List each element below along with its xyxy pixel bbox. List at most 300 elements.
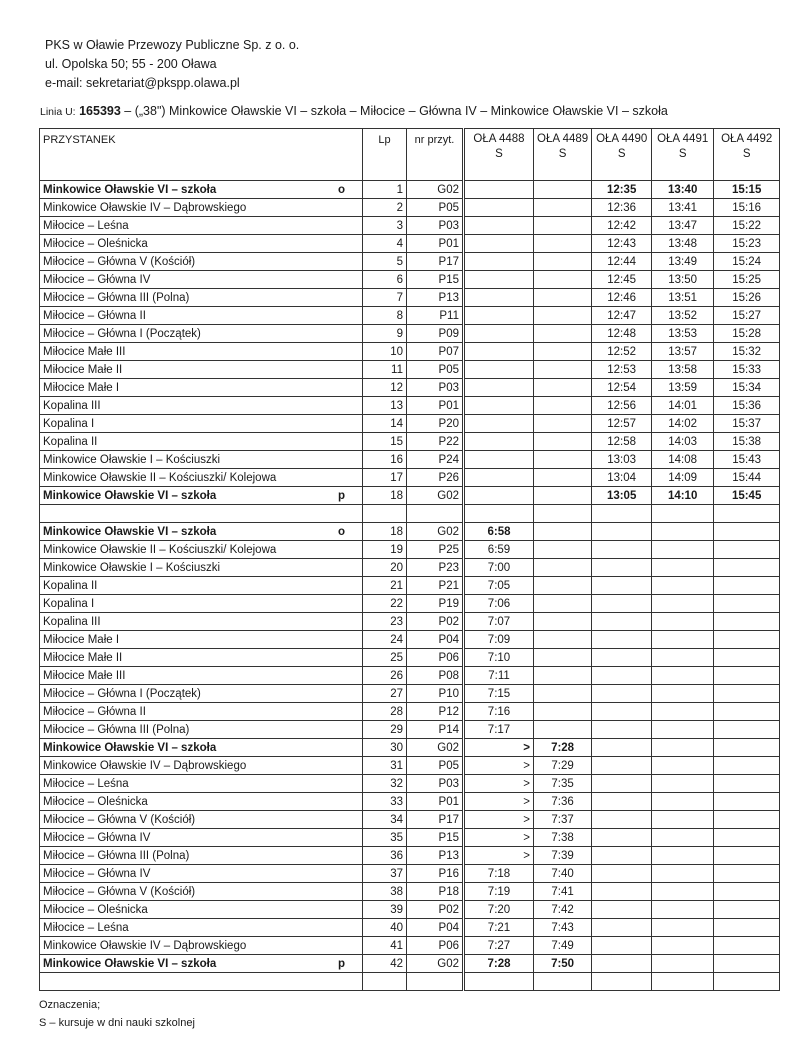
stop-lp: 4 (363, 235, 407, 253)
stop-name: Miłocice – Główna I (Początek) (43, 327, 201, 340)
time-cell (592, 685, 652, 703)
time-cell (652, 685, 714, 703)
stop-number: P01 (407, 793, 464, 811)
stop-lp: 35 (363, 829, 407, 847)
empty-cell (592, 973, 652, 991)
stop-name-cell (40, 523, 363, 541)
stop-name: Minkowice Oławskie II – Kościuszki/ Kolejowa (43, 471, 277, 484)
stop-name: Kopalina I (43, 597, 95, 610)
time-cell (534, 397, 592, 415)
stop-name: Miłocice – Leśna (43, 921, 129, 934)
stop-name: Minkowice Oławskie VI – szkoła (43, 183, 217, 196)
stop-number: P12 (407, 703, 464, 721)
time-cell (534, 685, 592, 703)
table-header-row (40, 129, 780, 181)
time-cell (534, 379, 592, 397)
stop-name-cell (40, 775, 363, 793)
stop-number: P20 (407, 415, 464, 433)
stop-lp: 20 (363, 559, 407, 577)
stop-name-cell (40, 595, 363, 613)
time-cell (592, 577, 652, 595)
table-row (40, 379, 780, 397)
table-row (40, 721, 780, 739)
stop-lp: 22 (363, 595, 407, 613)
time-cell (464, 289, 534, 307)
time-cell (652, 649, 714, 667)
time-cell: 7:50 (534, 955, 592, 973)
time-cell (652, 919, 714, 937)
time-cell (464, 397, 534, 415)
stop-number: P21 (407, 577, 464, 595)
table-row (40, 307, 780, 325)
time-cell (714, 865, 780, 883)
time-cell (534, 559, 592, 577)
course-id: OŁA 4489 (537, 133, 589, 145)
stop-lp: 29 (363, 721, 407, 739)
time-cell (714, 847, 780, 865)
stop-lp: 39 (363, 901, 407, 919)
time-cell (652, 559, 714, 577)
stop-number: P26 (407, 469, 464, 487)
time-cell: 15:34 (714, 379, 780, 397)
time-cell: 7:41 (534, 883, 592, 901)
time-cell (714, 955, 780, 973)
stop-lp: 23 (363, 613, 407, 631)
time-cell: > (464, 829, 534, 847)
stop-lp: 9 (363, 325, 407, 343)
time-cell (652, 667, 714, 685)
time-cell: 12:46 (592, 289, 652, 307)
time-cell: 15:44 (714, 469, 780, 487)
table-row (40, 703, 780, 721)
time-cell (592, 847, 652, 865)
stop-name: Miłocice – Oleśnicka (43, 795, 148, 808)
time-cell: 15:26 (714, 289, 780, 307)
stop-number: P08 (407, 667, 464, 685)
time-cell: 6:59 (464, 541, 534, 559)
col-header-course (534, 129, 592, 181)
time-cell: 15:22 (714, 217, 780, 235)
course-id: OŁA 4490 (596, 133, 648, 145)
stop-number: P02 (407, 901, 464, 919)
stop-number: P03 (407, 379, 464, 397)
time-cell (714, 883, 780, 901)
stop-name-cell (40, 271, 363, 289)
stop-name-cell (40, 883, 363, 901)
table-row (40, 739, 780, 757)
stop-lp: 2 (363, 199, 407, 217)
time-cell (714, 667, 780, 685)
empty-cell (40, 973, 363, 991)
blank-row (40, 505, 780, 523)
stop-lp: 37 (363, 865, 407, 883)
time-cell (534, 469, 592, 487)
stop-name-cell (40, 703, 363, 721)
time-cell (464, 433, 534, 451)
empty-cell (652, 973, 714, 991)
time-cell: 7:27 (464, 937, 534, 955)
empty-cell (407, 973, 464, 991)
empty-cell (534, 505, 592, 523)
time-cell (714, 811, 780, 829)
stop-marker: p (337, 957, 345, 970)
course-mark: S (742, 148, 751, 160)
stop-name-cell (40, 469, 363, 487)
time-cell (534, 703, 592, 721)
stop-number: P13 (407, 289, 464, 307)
time-cell: 7:16 (464, 703, 534, 721)
stop-name: Miłocice – Główna III (Polna) (43, 723, 190, 736)
stop-name: Kopalina II (43, 435, 98, 448)
time-cell (652, 955, 714, 973)
time-cell (652, 595, 714, 613)
stop-number: P04 (407, 631, 464, 649)
time-cell: 15:24 (714, 253, 780, 271)
table-row (40, 811, 780, 829)
stop-number: P05 (407, 199, 464, 217)
time-cell (714, 721, 780, 739)
time-cell: > (464, 847, 534, 865)
stop-name: Miłocice Małe II (43, 651, 123, 664)
time-cell (534, 451, 592, 469)
time-cell: 14:08 (652, 451, 714, 469)
empty-cell (534, 973, 592, 991)
time-cell (534, 235, 592, 253)
time-cell (592, 919, 652, 937)
time-cell (714, 775, 780, 793)
table-row (40, 469, 780, 487)
time-cell (652, 811, 714, 829)
stop-number: P10 (407, 685, 464, 703)
time-cell (534, 577, 592, 595)
time-cell (714, 649, 780, 667)
stop-name: Minkowice Oławskie VI – szkoła (43, 525, 217, 538)
stop-name-cell (40, 361, 363, 379)
stop-number: P06 (407, 937, 464, 955)
time-cell (652, 541, 714, 559)
stop-lp: 27 (363, 685, 407, 703)
time-cell: > (464, 793, 534, 811)
stop-number: P01 (407, 235, 464, 253)
time-cell (592, 955, 652, 973)
time-cell (534, 271, 592, 289)
stop-name: Kopalina I (43, 417, 95, 430)
stop-number: P16 (407, 865, 464, 883)
table-row (40, 865, 780, 883)
time-cell: 7:35 (534, 775, 592, 793)
time-cell: 7:21 (464, 919, 534, 937)
time-cell (652, 703, 714, 721)
company-email: e-mail: sekretariat@pkspp.olawa.pl (45, 76, 240, 90)
time-cell (714, 577, 780, 595)
stop-name-cell (40, 307, 363, 325)
time-cell (714, 613, 780, 631)
time-cell: 7:17 (464, 721, 534, 739)
stop-name-cell (40, 487, 363, 505)
table-row (40, 361, 780, 379)
time-cell (652, 523, 714, 541)
table-row (40, 613, 780, 631)
table-row (40, 559, 780, 577)
time-cell (652, 829, 714, 847)
time-cell (592, 559, 652, 577)
time-cell: 7:38 (534, 829, 592, 847)
stop-number: P11 (407, 307, 464, 325)
stop-name: Kopalina III (43, 615, 101, 628)
time-cell (464, 379, 534, 397)
stop-lp: 19 (363, 541, 407, 559)
stop-name: Miłocice – Główna II (43, 309, 146, 322)
stop-lp: 15 (363, 433, 407, 451)
stop-name: Kopalina III (43, 399, 101, 412)
empty-cell (407, 505, 464, 523)
table-row (40, 325, 780, 343)
time-cell (534, 595, 592, 613)
table-row (40, 649, 780, 667)
time-cell: 15:23 (714, 235, 780, 253)
stop-name-cell (40, 433, 363, 451)
time-cell (652, 937, 714, 955)
stop-name: Miłocice – Leśna (43, 219, 129, 232)
time-cell (464, 415, 534, 433)
course-mark: S (617, 148, 626, 160)
stop-number: P15 (407, 271, 464, 289)
time-cell (592, 595, 652, 613)
time-cell: 13:47 (652, 217, 714, 235)
stop-name: Miłocice – Leśna (43, 777, 129, 790)
time-cell: 15:36 (714, 397, 780, 415)
time-cell: 7:40 (534, 865, 592, 883)
time-cell (534, 721, 592, 739)
stop-lp: 10 (363, 343, 407, 361)
time-cell: 12:43 (592, 235, 652, 253)
time-cell (652, 631, 714, 649)
time-cell: 7:36 (534, 793, 592, 811)
stop-number: P07 (407, 343, 464, 361)
stop-number: P18 (407, 883, 464, 901)
time-cell: 7:11 (464, 667, 534, 685)
stop-lp: 31 (363, 757, 407, 775)
table-row (40, 235, 780, 253)
time-cell (592, 883, 652, 901)
time-cell (652, 757, 714, 775)
empty-cell (40, 505, 363, 523)
course-mark: S (558, 148, 567, 160)
empty-cell (592, 505, 652, 523)
time-cell: 7:15 (464, 685, 534, 703)
time-cell: 7:19 (464, 883, 534, 901)
table-row (40, 253, 780, 271)
time-cell (592, 541, 652, 559)
time-cell: 15:32 (714, 343, 780, 361)
table-row (40, 199, 780, 217)
stop-name-cell (40, 901, 363, 919)
time-cell (464, 307, 534, 325)
stop-name: Miłocice – Główna V (Kościół) (43, 255, 196, 268)
stop-name-cell (40, 253, 363, 271)
stop-name-cell (40, 289, 363, 307)
stop-name-cell (40, 811, 363, 829)
time-cell: 13:51 (652, 289, 714, 307)
time-cell (592, 829, 652, 847)
table-row (40, 487, 780, 505)
stop-number: P03 (407, 217, 464, 235)
stop-name: Minkowice Oławskie I – Kościuszki (43, 453, 221, 466)
stop-lp: 41 (363, 937, 407, 955)
time-cell: 15:37 (714, 415, 780, 433)
stop-marker: o (337, 183, 345, 196)
stop-name-cell (40, 379, 363, 397)
stop-name: Miłocice – Główna I (Początek) (43, 687, 201, 700)
stop-name-cell (40, 649, 363, 667)
stop-number: P15 (407, 829, 464, 847)
stop-name-cell (40, 685, 363, 703)
stop-name-cell (40, 343, 363, 361)
stop-lp: 16 (363, 451, 407, 469)
stop-name-cell (40, 199, 363, 217)
stop-name: Minkowice Oławskie IV – Dąbrowskiego (43, 939, 247, 952)
time-cell (534, 433, 592, 451)
stop-name: Miłocice – Główna IV (43, 867, 151, 880)
time-cell (464, 361, 534, 379)
col-header-course (652, 129, 714, 181)
stop-number: G02 (407, 487, 464, 505)
time-cell: 13:04 (592, 469, 652, 487)
table-row (40, 397, 780, 415)
time-cell: 12:58 (592, 433, 652, 451)
table-row (40, 577, 780, 595)
table-row (40, 541, 780, 559)
time-cell (714, 541, 780, 559)
stop-name-cell (40, 631, 363, 649)
time-cell: 15:15 (714, 181, 780, 199)
time-cell (592, 793, 652, 811)
stop-name-cell (40, 325, 363, 343)
stop-number: G02 (407, 523, 464, 541)
line-title (40, 104, 668, 118)
table-row (40, 289, 780, 307)
time-cell: 7:10 (464, 649, 534, 667)
stop-lp: 34 (363, 811, 407, 829)
time-cell (534, 631, 592, 649)
legend (39, 996, 195, 1032)
time-cell: 12:57 (592, 415, 652, 433)
stop-number: P03 (407, 775, 464, 793)
time-cell: 13:49 (652, 253, 714, 271)
stop-number: P17 (407, 253, 464, 271)
time-cell: 13:59 (652, 379, 714, 397)
time-cell (592, 811, 652, 829)
legend-title: Oznaczenia; (39, 999, 101, 1011)
time-cell: 14:01 (652, 397, 714, 415)
time-cell: 7:00 (464, 559, 534, 577)
stop-name: Minkowice Oławskie IV – Dąbrowskiego (43, 201, 247, 214)
line-code: 165393 (79, 104, 121, 118)
time-cell (534, 487, 592, 505)
table-row (40, 415, 780, 433)
stop-name-cell (40, 451, 363, 469)
stop-number: P01 (407, 397, 464, 415)
empty-cell (714, 973, 780, 991)
time-cell: 7:05 (464, 577, 534, 595)
stop-name-cell (40, 559, 363, 577)
time-cell: 13:40 (652, 181, 714, 199)
table-row (40, 775, 780, 793)
time-cell (464, 271, 534, 289)
stop-lp: 28 (363, 703, 407, 721)
time-cell (592, 703, 652, 721)
stop-number: P22 (407, 433, 464, 451)
stop-lp: 24 (363, 631, 407, 649)
empty-cell (363, 973, 407, 991)
stop-name: Minkowice Oławskie VI – szkoła (43, 741, 217, 754)
time-cell: 6:58 (464, 523, 534, 541)
time-cell (652, 775, 714, 793)
time-cell: 13:53 (652, 325, 714, 343)
empty-cell (464, 973, 534, 991)
time-cell: 13:52 (652, 307, 714, 325)
stop-number: P14 (407, 721, 464, 739)
time-cell: 15:16 (714, 199, 780, 217)
stop-name: Miłocice Małe I (43, 633, 120, 646)
stop-number: G02 (407, 181, 464, 199)
time-cell (464, 343, 534, 361)
time-cell (714, 631, 780, 649)
stop-name: Minkowice Oławskie VI – szkoła (43, 957, 217, 970)
time-cell (464, 451, 534, 469)
time-cell: 7:37 (534, 811, 592, 829)
time-cell (592, 937, 652, 955)
table-row (40, 217, 780, 235)
time-cell: 12:42 (592, 217, 652, 235)
time-cell (714, 937, 780, 955)
col-header-nr: nr przyt. (407, 129, 464, 181)
stop-name: Miłocice Małe III (43, 669, 126, 682)
empty-cell (363, 505, 407, 523)
time-cell: 7:28 (464, 955, 534, 973)
stop-name-cell (40, 577, 363, 595)
stop-lp: 42 (363, 955, 407, 973)
time-cell (534, 307, 592, 325)
time-cell: 15:43 (714, 451, 780, 469)
stop-lp: 21 (363, 577, 407, 595)
stop-name-cell (40, 829, 363, 847)
time-cell: 12:56 (592, 397, 652, 415)
col-header-stop: PRZYSTANEK (40, 129, 363, 181)
time-cell (714, 793, 780, 811)
time-cell (652, 739, 714, 757)
stop-name: Miłocice – Oleśnicka (43, 903, 148, 916)
time-cell (464, 181, 534, 199)
stop-lp: 26 (363, 667, 407, 685)
time-cell: > (464, 739, 534, 757)
time-cell: > (464, 811, 534, 829)
company-name: PKS w Oławie Przewozy Publiczne Sp. z o. o. (45, 38, 300, 52)
time-cell (534, 649, 592, 667)
time-cell (714, 703, 780, 721)
time-cell: 7:18 (464, 865, 534, 883)
table-row (40, 667, 780, 685)
time-cell (714, 739, 780, 757)
time-cell: 7:39 (534, 847, 592, 865)
col-header-course (592, 129, 652, 181)
time-cell: 7:29 (534, 757, 592, 775)
time-cell: 15:27 (714, 307, 780, 325)
stop-number: P02 (407, 613, 464, 631)
table-row (40, 181, 780, 199)
stop-name: Miłocice – Główna II (43, 705, 146, 718)
stop-number: P23 (407, 559, 464, 577)
